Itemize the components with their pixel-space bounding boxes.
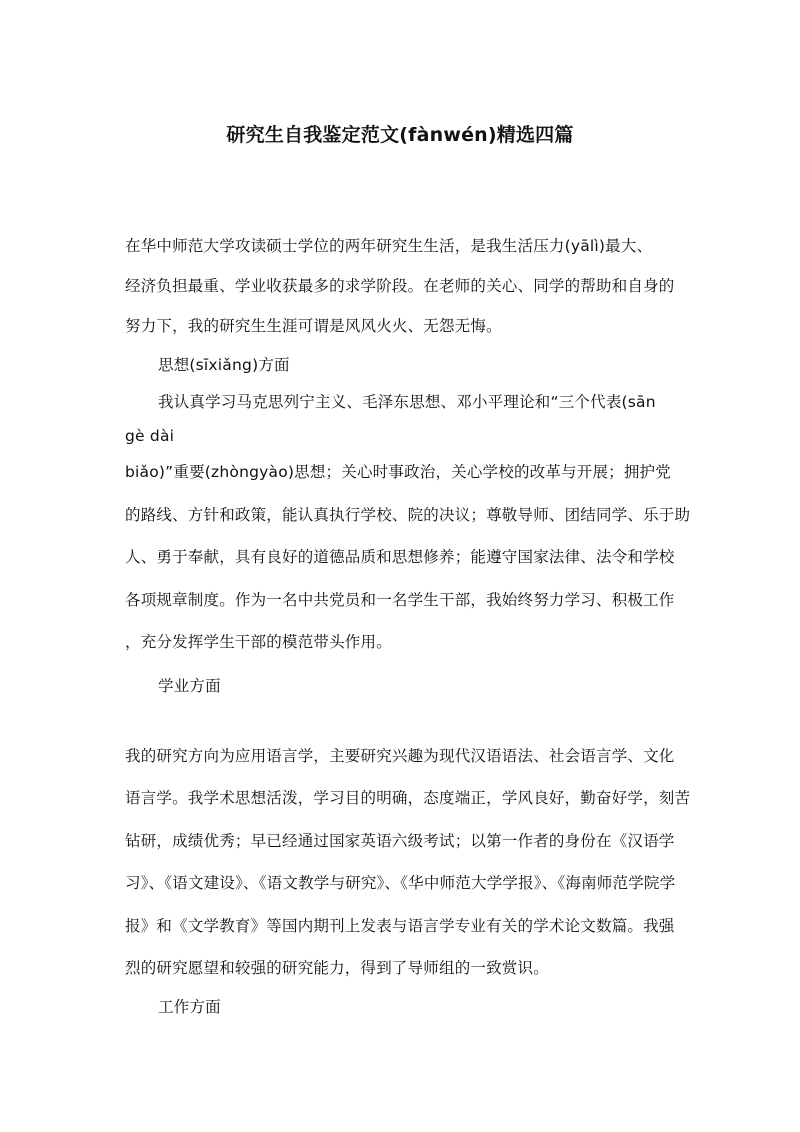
- paragraph-line: 努力下，我的研究生生涯可谓是风风火火、无怨无悔。: [125, 317, 502, 335]
- paragraph-line: 我的研究方向为应用语言学，主要研究兴趣为现代汉语语法、社会语言学、文化: [125, 747, 675, 765]
- paragraph-line: 人、勇于奉献，具有良好的道德品质和思想修养；能遵守国家法律、法令和学校: [125, 548, 675, 566]
- paragraph-line: 语言学。我学术思想活泼，学习目的明确，态度端正，学风良好，勤奋好学，刻苦: [125, 789, 691, 807]
- section-heading-academic: 学业方面: [158, 677, 221, 695]
- document-title: 研究生自我鉴定范文(fànwén)精选四篇: [226, 124, 574, 146]
- paragraph-line: biǎo)”重要(zhòngyào)思想；关心时事政治，关心学校的改革与开展；拥护党: [125, 463, 671, 481]
- paragraph-line: 我认真学习马克思列宁主义、毛泽东思想、邓小平理论和“三个代表(sān: [158, 393, 656, 411]
- paragraph-line: 的路线、方针和政策，能认真执行学校、院的决议；尊敬导师、团结同学、乐于助: [125, 506, 691, 524]
- paragraph-line: 习》、《语文建设》、《语文教学与研究》、《华中师范大学学报》、《海南师范学院学: [125, 874, 676, 892]
- paragraph-line: 在华中师范大学攻读硕士学位的两年研究生生活，是我生活压力(yālì)最大、: [125, 237, 653, 255]
- paragraph-line: gè dài: [125, 427, 175, 445]
- paragraph-line: 烈的研究愿望和较强的研究能力，得到了导师组的一致赏识。: [125, 959, 549, 977]
- paragraph-line: 经济负担最重、学业收获最多的求学阶段。在老师的关心、同学的帮助和自身的: [125, 277, 675, 295]
- paragraph-line: ，充分发挥学生干部的模范带头作用。: [125, 633, 392, 651]
- paragraph-line: 报》和《文学教育》等国内期刊上发表与语言学专业有关的学术论文数篇。我强: [125, 917, 675, 935]
- section-heading-work: 工作方面: [158, 998, 221, 1016]
- paragraph-line: 钻研，成绩优秀；早已经通过国家英语六级考试；以第一作者的身份在《汉语学: [125, 832, 675, 850]
- paragraph-line: 各项规章制度。作为一名中共党员和一名学生干部，我始终努力学习、积极工作: [125, 591, 675, 609]
- section-heading-thought: 思想(sīxiǎng)方面: [158, 356, 290, 374]
